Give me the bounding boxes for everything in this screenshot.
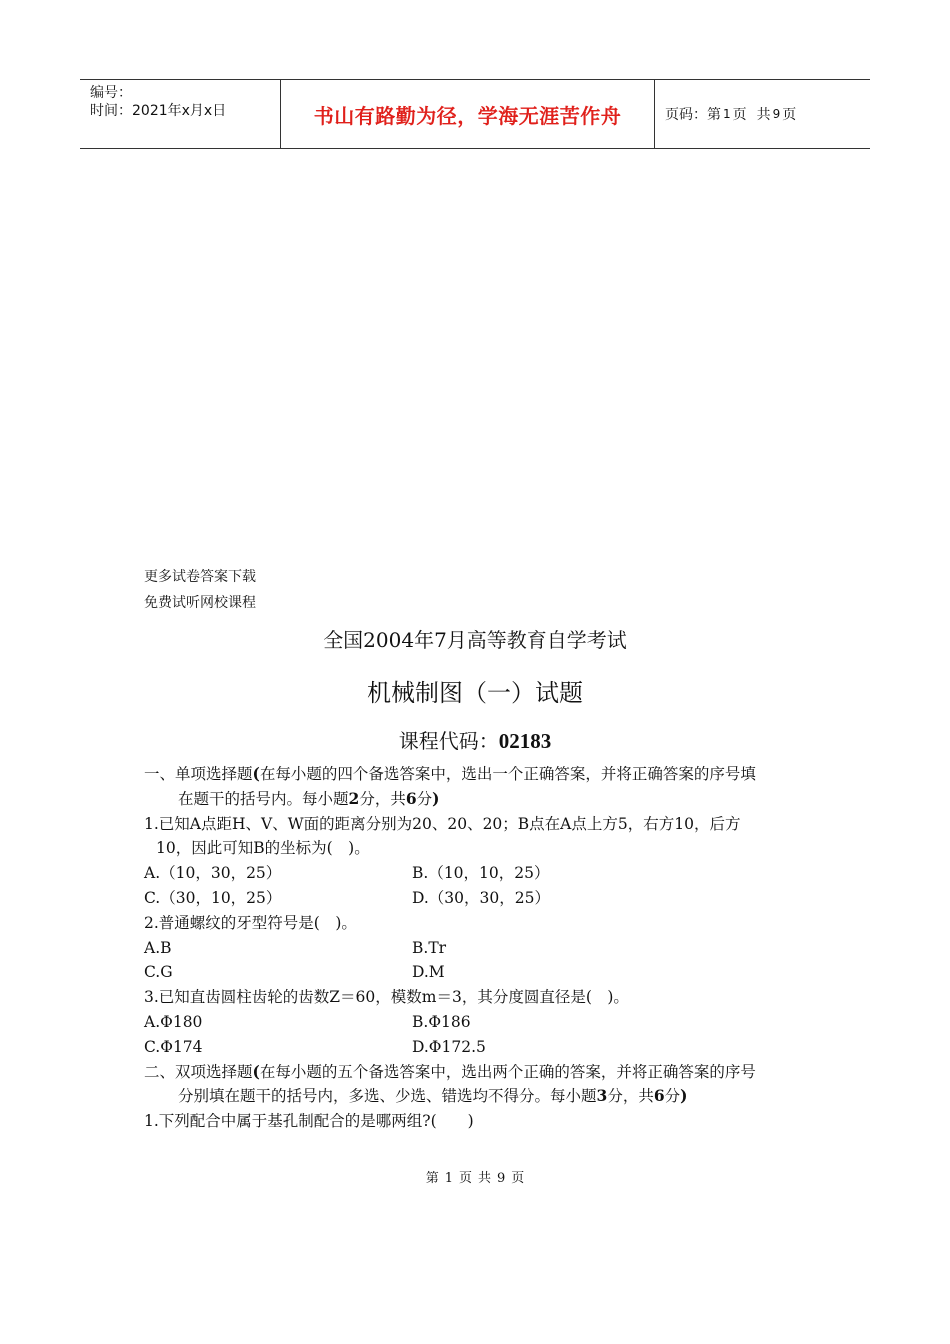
section1-points-total: 6 — [405, 788, 417, 808]
header-page-cell — [655, 80, 870, 148]
footer-suffix: 页 — [511, 1171, 525, 1186]
header-motto-cell — [281, 80, 655, 148]
section1-heading-title: 一、单项选择题 — [144, 765, 253, 783]
s2-q1-stem: 1.下列配合中属于基孔制配合的是哪两组?( ) — [144, 1112, 474, 1131]
section1-points-each: 2 — [348, 788, 360, 808]
s1-q3-option-d: D.Φ172.5 — [412, 1037, 486, 1056]
header-page-current: 1 — [723, 107, 731, 121]
course-code-value: 02183 — [498, 729, 552, 753]
section1-heading-line2-mid: 分，共 — [359, 789, 406, 808]
s1-q2-option-a: A.B — [144, 938, 172, 957]
section2-points-each: 3 — [596, 1086, 608, 1106]
section1-heading — [144, 762, 816, 787]
s1-q3-options-row1 — [144, 1010, 816, 1035]
section2-heading-line2-text: 分别填在题干的括号内，多选、少选、错选均不得分。每小题 — [178, 1087, 597, 1106]
s1-q1-options-row2 — [144, 886, 816, 911]
s1-q3-option-b: B.Φ186 — [412, 1012, 471, 1031]
course-code-label: 课程代码： — [398, 729, 499, 753]
section1-heading-text: 在每小题的四个备选答案中，选出一个正确答案，并将正确答案的序号填 — [259, 765, 756, 783]
section2-heading-paren: ( — [252, 1061, 260, 1081]
s1-q2-options-row1 — [144, 936, 816, 961]
s1-q1-option-a: A.（10，30，25） — [144, 864, 282, 883]
course-code — [0, 725, 950, 754]
footer-total-prefix: 共 — [478, 1171, 492, 1186]
section2-heading-line2-unit: 分 — [664, 1087, 681, 1106]
footer-prefix: 第 — [425, 1171, 439, 1186]
footer-current: 1 — [444, 1171, 453, 1186]
section2-heading-line2 — [144, 1084, 816, 1109]
section1-heading-close-paren: ) — [432, 788, 440, 808]
s1-q1-option-d: D.（30，30，25） — [412, 888, 550, 907]
header-page-suffix: 页 — [782, 107, 797, 123]
s1-q3-stem: 3.已知直齿圆柱齿轮的齿数Z＝60，模数m＝3，其分度圆直径是( )。 — [144, 988, 629, 1007]
section1-heading-paren: ( — [252, 764, 260, 783]
page-footer — [0, 1167, 950, 1186]
header-page-prefix: 页码：第 — [665, 107, 721, 123]
subject-title: 机械制图（一）试题 — [367, 679, 583, 707]
header-page-total: 9 — [772, 107, 781, 121]
section2-heading-title: 二、双项选择题 — [144, 1062, 253, 1081]
s1-q3-options-row2 — [144, 1035, 816, 1060]
section1-heading-line2 — [144, 787, 816, 812]
section2-heading-text: 在每小题的五个备选答案中，选出两个正确的答案，并将正确答案的序号 — [259, 1062, 756, 1081]
section2-heading-line2-mid: 分，共 — [607, 1087, 654, 1106]
s1-q3-option-c: C.Φ174 — [144, 1037, 203, 1056]
header-page-total-prefix: 共 — [756, 107, 771, 123]
header-page-mid: 页 — [732, 107, 747, 123]
s1-q1-stem: 1.已知A点距H、V、W面的距离分别为20、20、20；B点在A点上方5，右方10，后方 — [144, 814, 741, 833]
promo-course-link[interactable]: 免费试听网校课程 — [144, 595, 256, 611]
s1-q3-option-a: A.Φ180 — [144, 1012, 203, 1031]
s1-q1-stem-line2: 10，因此可知B的坐标为( )。 — [156, 839, 370, 858]
date-label: 时间：2021年x月x日 — [90, 103, 227, 119]
section1-heading-line2-unit: 分 — [416, 789, 433, 808]
s1-q2-stem: 2.普通螺纹的牙型符号是( )。 — [144, 913, 357, 932]
section2-heading — [144, 1060, 816, 1085]
footer-total: 9 — [497, 1171, 506, 1186]
section2-heading-close-paren: ) — [680, 1086, 688, 1106]
footer-mid: 页 — [458, 1171, 472, 1186]
s1-q1-option-c: C.（30，10，25） — [144, 888, 282, 907]
exam-title: 全国2004年7月高等教育自学考试 — [323, 628, 627, 652]
header-motto: 书山有路勤为径，学海无涯苦作舟 — [313, 103, 622, 128]
section2-points-total: 6 — [653, 1086, 665, 1106]
header-left-cell — [80, 80, 281, 148]
exam-body — [144, 762, 816, 1134]
s1-q2-option-b: B.Tr — [412, 938, 447, 957]
s1-q2-option-d: D.M — [412, 963, 445, 982]
s1-q2-option-c: C.G — [144, 963, 173, 982]
s1-q1-option-b: B.（10，10，25） — [412, 864, 550, 883]
section1-heading-line2-text: 在题干的括号内。每小题 — [178, 789, 349, 808]
s1-q2-options-row2 — [144, 960, 816, 985]
s1-q1-options-row1 — [144, 861, 816, 886]
promo-download-link[interactable]: 更多试卷答案下载 — [144, 569, 256, 585]
serial-label: 编号： — [90, 85, 132, 101]
page-header — [80, 79, 870, 149]
